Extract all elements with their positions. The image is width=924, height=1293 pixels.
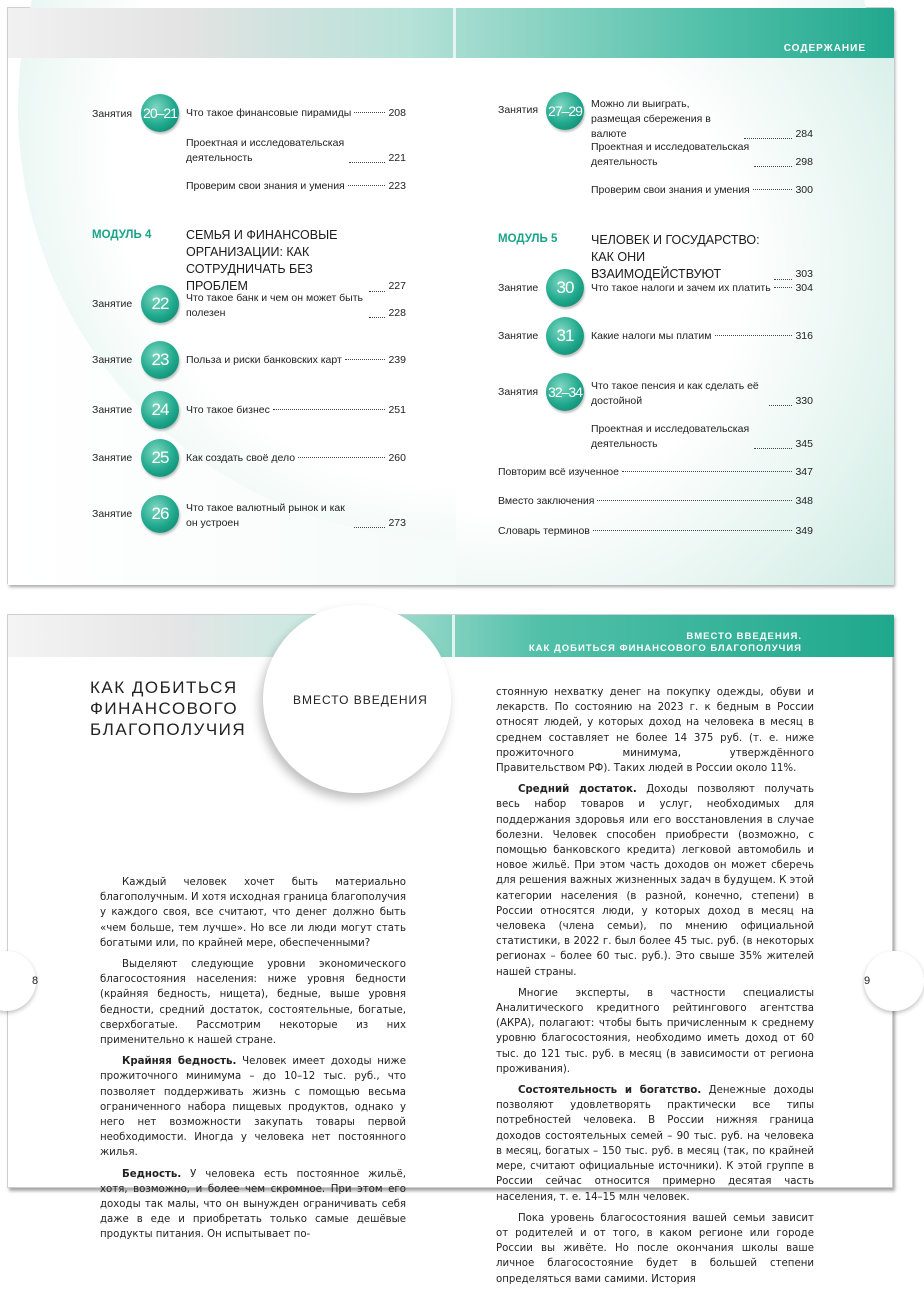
toc-page-number: 316 [795, 330, 813, 342]
page-number-left: 8 [32, 975, 39, 987]
toc-entry[interactable] [186, 106, 406, 121]
lesson-number-badge: 20–21 [141, 94, 179, 132]
toc-lesson-label: Занятия [92, 108, 133, 120]
toc-page-number: 228 [388, 307, 406, 319]
toc-entry[interactable] [591, 140, 813, 170]
toc-lesson-label: Занятие [92, 508, 133, 520]
toc-page-number: 347 [795, 466, 813, 478]
toc-entry[interactable] [591, 281, 813, 296]
toc-entry[interactable] [498, 524, 813, 539]
toc-entry[interactable] [186, 501, 406, 531]
module-title-entry[interactable] [186, 227, 406, 295]
lesson-number-badge: 30 [546, 269, 584, 307]
toc-lesson-label: Занятие [92, 298, 133, 310]
module-label: МОДУЛЬ 5 [498, 233, 558, 245]
paragraph: стоянную нехватку денег на покупку одежды, обуви и лекарств. По состоянию на 2023 г. к бедным в России относят людей, у которых доход на человека в месяц в среднем составляет не более 14 375 руб. (т. е. ниже прожиточного минимума, утверждённого Правительством РФ). Таких людей в России около 11%. [496, 687, 814, 775]
left-body-text [100, 875, 406, 1249]
toc-page-number: 349 [795, 525, 813, 537]
toc-entry[interactable] [186, 136, 406, 166]
paragraph: Многие эксперты, в частности специалисты Аналитического кредитного рейтингового агентства (АКРА), полагают: чтобы быть причисленным к среднему уровню благосостояния, необходимо иметь доход от 60 тыс. до 121 тыс. руб. в месяц (в зависимости от региона проживания). [496, 987, 814, 1075]
module-title: ЧЕЛОВЕК И ГОСУДАРСТВО: КАК ОНИ ВЗАИМОДЕЙСТВУЮТ [591, 233, 760, 281]
toc-page-number: 303 [795, 268, 813, 280]
toc-page-number: 304 [795, 282, 813, 294]
module-title: СЕМЬЯ И ФИНАНСОВЫЕ ОРГАНИЗАЦИИ: КАК СОТРУДНИЧАТЬ БЕЗ ПРОБЛЕМ [186, 228, 338, 293]
intro-spread [7, 614, 893, 1285]
toc-page-number: 260 [388, 452, 406, 464]
toc-entry-title: Что такое валютный рынок и как он устроен [186, 502, 345, 529]
toc-lesson-label: Занятие [92, 452, 133, 464]
lesson-number-badge: 25 [141, 439, 179, 477]
toc-entry-title: Что такое налоги и зачем их платить [591, 282, 771, 294]
toc-entry-title: Словарь терминов [498, 525, 590, 537]
toc-lesson-label: Занятия [498, 104, 539, 116]
toc-page-number: 348 [795, 495, 813, 507]
contents-spread [7, 7, 893, 584]
toc-entry[interactable] [591, 422, 813, 452]
toc-page-number: 221 [388, 152, 406, 164]
toc-entry[interactable] [186, 403, 406, 418]
toc-entry-title: Как создать своё дело [186, 452, 296, 464]
module-title-entry[interactable] [591, 232, 813, 283]
toc-page-number: 223 [388, 180, 406, 192]
toc-page-number: 239 [388, 354, 406, 366]
toc-page-number: 284 [795, 128, 813, 140]
toc-entry-title: Проектная и исследовательская деятельность [591, 423, 750, 450]
right-body-text [496, 685, 814, 1293]
toc-lesson-label: Занятие [92, 404, 133, 416]
paragraph: Выделяют следующие уровни экономического благосостояния населения: ниже уровня бедности (крайняя бедность, нищета), бедные, выше уровня бедности, средний достаток, состоятельные, богатые, сверхбогатые. Рассмотрим некоторые из них применительно к нашей стране. [100, 959, 406, 1047]
page-number-circle [0, 951, 39, 1011]
toc-entry-title: Что такое банк и чем он может быть полезен [186, 292, 364, 319]
toc-entry-title: Проектная и исследовательская деятельность [186, 137, 345, 164]
toc-page-number: 300 [795, 184, 813, 196]
running-header-line2: КАК ДОБИТЬСЯ ФИНАНСОВОГО БЛАГОПОЛУЧИЯ [528, 643, 802, 654]
toc-lesson-label: Занятие [92, 354, 133, 366]
lesson-number-badge: 22 [141, 285, 179, 323]
toc-entry-title: Проектная и исследовательская деятельность [591, 141, 750, 168]
page-number-circle [864, 951, 924, 1011]
toc-entry-title: Проверим свои знания и умения [591, 184, 750, 196]
running-header-line1: ВМЕСТО ВВЕДЕНИЯ. [686, 631, 802, 642]
page-gutter [453, 8, 456, 58]
toc-entry[interactable] [186, 179, 406, 194]
toc-entry[interactable] [591, 183, 813, 198]
lesson-number-badge: 27–29 [546, 92, 584, 130]
paragraph: Крайняя бедность. Человек имеет доходы ниже прожиточного минимума – до 10–12 тыс. руб., что позволяет поддерживать жизнь с помощью весьма ограниченного набора пищевых продуктов, однако у него нет возможности закупать товары первой необходимости. Иногда у человека нет постоянного жилья. [100, 1056, 406, 1159]
page-gutter [452, 615, 455, 657]
paragraph: Каждый человек хочет быть материально благополучным. И хотя исходная граница благополучия у каждого своя, все считают, что денег должно быть «чем больше, тем лучше». Но все ли люди могут стать богатыми или, по крайней мере, обеспеченными? [100, 877, 406, 949]
toc-entry-title: Повторим всё изученное [498, 466, 619, 478]
toc-entry[interactable] [591, 329, 813, 344]
lesson-number-badge: 26 [141, 495, 179, 533]
lesson-number-badge: 24 [141, 391, 179, 429]
toc-entry[interactable] [591, 97, 813, 142]
toc-entry-title: Проверим свои знания и умения [186, 180, 345, 192]
lesson-number-badge: 31 [546, 317, 584, 355]
page-number-right: 9 [864, 975, 871, 987]
toc-page-number: 298 [795, 156, 813, 168]
toc-entry-title: Вместо заключения [498, 495, 595, 507]
toc-page-number: 273 [388, 517, 406, 529]
paragraph: Бедность. У человека есть постоянное жильё, хотя, возможно, и более чем скромное. При этом его доходы так малы, что он вынужден ограничивать себя даже в еде и приобретать только самые дешёвые продукты питания. Он испытывает по- [100, 1168, 406, 1241]
paragraph: Пока уровень благосостояния вашей семьи зависит от родителей и от того, в каком регионе или городе России вы живёте. Но после окончания школы ваше личное благосостояние будет в большей степени определяться вами самими. История [496, 1212, 814, 1285]
toc-lesson-label: Занятие [498, 282, 539, 294]
toc-page-number: 330 [795, 395, 813, 407]
toc-entry[interactable] [186, 451, 406, 466]
intro-label: ВМЕСТО ВВЕДЕНИЯ [293, 693, 428, 707]
toc-page-number: 345 [795, 438, 813, 450]
chapter-title: КАК ДОБИТЬСЯ ФИНАНСОВОГО БЛАГОПОЛУЧИЯ [90, 678, 247, 739]
toc-entry-title: Какие налоги мы платим [591, 330, 712, 342]
module-label: МОДУЛЬ 4 [92, 229, 152, 241]
toc-entry[interactable] [498, 465, 813, 480]
toc-page-number: 227 [388, 280, 406, 292]
lesson-number-badge: 23 [141, 341, 179, 379]
toc-entry-title: Можно ли выиграть, размещая сбережения в валюте [591, 98, 711, 140]
toc-entry-title: Что такое бизнес [186, 404, 270, 416]
toc-lesson-label: Занятие [498, 330, 539, 342]
toc-entry[interactable] [186, 353, 406, 368]
toc-lesson-label: Занятия [498, 386, 539, 398]
lesson-number-badge: 32–34 [546, 373, 584, 411]
toc-entry[interactable] [498, 494, 813, 509]
section-title: СОДЕРЖАНИЕ [783, 43, 866, 54]
toc-entry-title: Польза и риски банковских карт [186, 354, 342, 366]
toc-entry[interactable] [186, 291, 406, 321]
paragraph: Состоятельность и богатство. Денежные доходы позволяют удовлетворять практически все типы потребностей человека. В России нижняя граница доходов состоятельных семей – 90 тыс. руб. на человека в месяц, богатых – 150 тыс. руб. в месяц (так, по крайней мере, считают официальные источники). К этой группе в России сейчас относится примерно десятая часть населения, т. е. 14–15 млн человек. [496, 1085, 814, 1203]
toc-page-number: 208 [388, 107, 406, 119]
paragraph: Средний достаток. Доходы позволяют получать весь набор товаров и услуг, необходимых для поддержания здоровья или его восстановления в случае болезни. Человек способен приобрести (возможно, с помощью банковского кредита) легковой автомобиль и новое жильё. При этом часть доходов он может сберечь для решения важных жизненных задач в будущем. К этой категории населения (в разной, конечно, степени) в России относятся люди, у которых доход в месяц на человека (члена семьи), по мнению официальной статистики, в 2022 г. был более 45 тыс. руб. (в некоторых регионах – более 60 тыс. руб.). Это свыше 35% жителей нашей страны. [496, 784, 814, 978]
toc-entry-title: Что такое пенсия и как сделать её достойной [591, 380, 759, 407]
toc-entry[interactable] [591, 379, 813, 409]
header-band [8, 8, 894, 58]
toc-entry-title: Что такое финансовые пирамиды [186, 107, 352, 119]
toc-page-number: 251 [388, 404, 406, 416]
